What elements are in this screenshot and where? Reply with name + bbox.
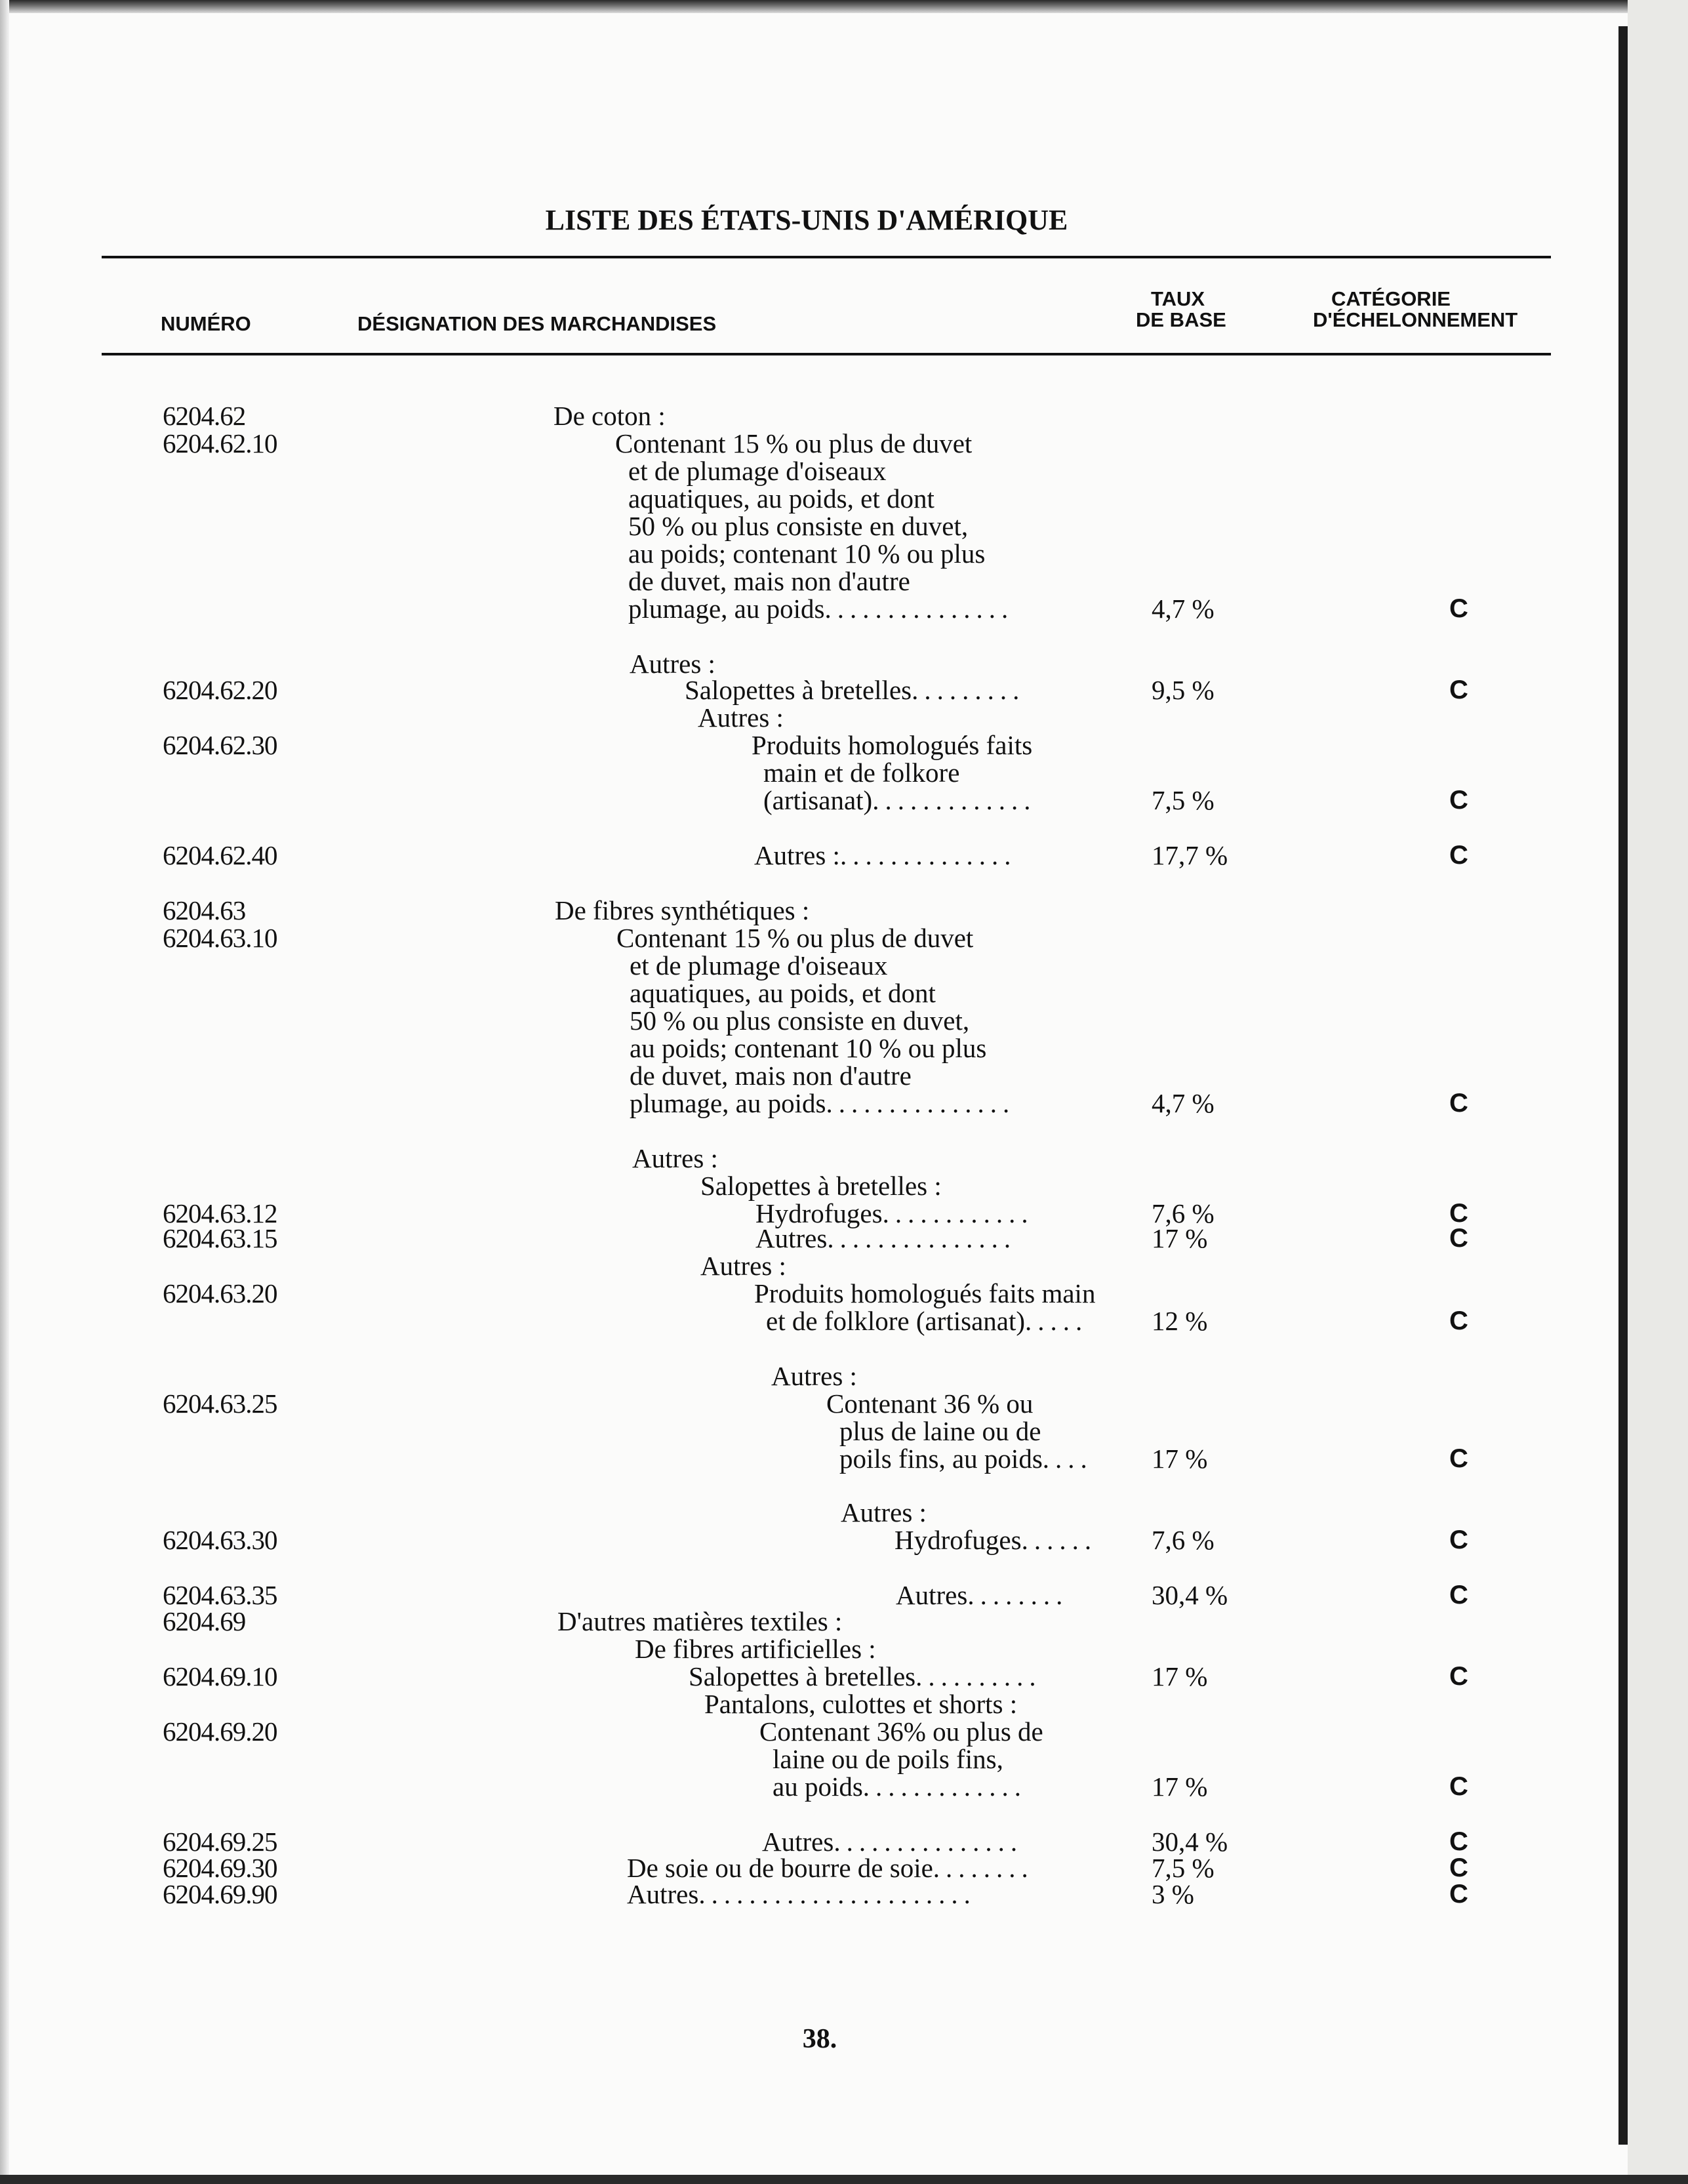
designation-text [826,1389,1033,1418]
designation-label: Salopettes à bretelles [689,1661,916,1691]
table-row [0,896,1613,925]
base-rate: 17 % [1152,1223,1208,1253]
scan-top-edge [0,0,1688,13]
designation-text [763,786,1036,815]
table-row [0,676,1613,704]
designation-text [762,1827,1023,1856]
column-header-taux-line1: TAUX [1151,287,1205,310]
table-row [0,649,1613,678]
table-row [0,1444,1613,1473]
designation-text [628,484,934,513]
staging-category: C [1449,1526,1468,1554]
designation-label: Autres : [754,840,840,870]
designation-label: plumage, au poids [630,1088,826,1118]
designation-label: Autres [896,1580,968,1610]
designation-label: De fibres artificielles : [635,1634,876,1664]
designation-label: Salopettes à bretelles [685,675,912,705]
scan-binding-bar [1618,26,1628,2145]
table-row [0,979,1613,1007]
table-row [0,841,1613,870]
table-row [0,1034,1613,1062]
designation-label: De fibres synthétiques : [555,895,810,925]
leader-dots: ............... [827,1223,1017,1253]
table-row [0,1171,1613,1200]
designation-label: Contenant 15 % ou plus de duvet [616,923,974,953]
table-row [0,1772,1613,1801]
table-row [0,1061,1613,1090]
table-row [0,512,1613,540]
designation-label: Autres [627,1879,699,1909]
table-row [0,1144,1613,1173]
designation-label: au poids; contenant 10 % ou plus [628,538,986,569]
designation-label: plumage, au poids [628,594,825,624]
designation-text [700,1251,786,1280]
designation-text [628,567,910,596]
designation-text [841,1498,927,1527]
table-row [0,1581,1613,1609]
staging-category: C [1449,1827,1468,1856]
staging-category: C [1449,594,1468,623]
table-row [0,1417,1613,1446]
designation-label: Autres [755,1223,828,1253]
designation-label: laine ou de poils fins, [773,1744,1003,1774]
table-row [0,429,1613,458]
column-header-designation: DÉSIGNATION DES MARCHANDISES [357,312,717,335]
designation-text [630,1006,969,1035]
leader-dots: ............... [826,1088,1016,1118]
designation-text [773,1745,1003,1773]
designation-label: Autres : [841,1497,927,1527]
scan-bottom-edge [0,2175,1688,2184]
table-row [0,1689,1613,1718]
table-row [0,1224,1613,1253]
staging-category: C [1449,841,1468,870]
designation-text [896,1581,1068,1609]
designation-label: aquatiques, au poids, et dont [630,978,936,1008]
tariff-number: 6204.63.20 [163,1278,277,1308]
designation-text [700,1171,942,1200]
designation-text [704,1689,1017,1718]
designation-text [628,594,1014,623]
designation-label: main et de folkore [763,758,960,788]
designation-label: Contenant 15 % ou plus de duvet [615,428,973,458]
designation-label: De coton : [553,401,666,431]
table-row [0,1607,1613,1636]
base-rate: 4,7 % [1152,1088,1215,1118]
table-row [0,1827,1613,1856]
staging-category: C [1449,1662,1468,1691]
designation-label: Autres : [698,702,784,733]
designation-label: Autres : [700,1251,786,1281]
leader-dots: ..... [1025,1306,1089,1336]
table-row [0,484,1613,513]
designation-label: Autres [762,1827,834,1857]
designation-text [773,1772,1027,1801]
designation-label: de duvet, mais non d'autre [630,1061,912,1091]
tariff-number: 6204.62.40 [163,840,277,870]
header-bottom-rule [102,353,1551,355]
designation-text [839,1444,1093,1473]
designation-label: Autres : [632,1143,718,1173]
staging-category: C [1449,1581,1468,1609]
designation-text [752,731,1032,759]
table-row [0,401,1613,430]
base-rate: 17,7 % [1152,840,1228,870]
leader-dots: ........ [967,1580,1069,1610]
tariff-number: 6204.69.30 [163,1853,277,1883]
table-row [0,1662,1613,1691]
leader-dots: ............... [834,1827,1024,1857]
base-rate: 9,5 % [1152,675,1215,705]
leader-dots: ............. [862,1771,1028,1802]
designation-text [839,1417,1041,1446]
tariff-number: 6204.69.20 [163,1716,277,1747]
designation-text [616,923,973,952]
table-row [0,1251,1613,1280]
tariff-number: 6204.63.15 [163,1223,277,1253]
designation-label: (artisanat) [763,785,873,815]
tariff-number: 6204.62.20 [163,675,277,705]
designation-label: au poids [773,1771,863,1802]
designation-text [553,401,666,430]
designation-text [630,1034,986,1062]
tariff-number: 6204.63 [163,895,246,925]
designation-text [630,1089,1015,1118]
table-row [0,594,1613,623]
designation-text [698,703,784,732]
tariff-number: 6204.63.25 [163,1388,277,1419]
designation-label: 50 % ou plus consiste en duvet, [630,1005,970,1036]
table-row [0,1498,1613,1527]
leader-dots: .......... [915,1661,1042,1691]
table-row [0,1389,1613,1418]
table-row [0,703,1613,732]
staging-category: C [1449,1880,1468,1909]
designation-label: Produits homologués faits main [754,1278,1096,1308]
designation-label: De soie ou de bourre de soie [627,1853,933,1883]
column-header-categorie-line2: D'ÉCHELONNEMENT [1313,308,1518,331]
designation-text [689,1662,1042,1691]
designation-label: 50 % ou plus consiste en duvet, [628,511,969,541]
designation-label: Hydrofuges [894,1525,1022,1555]
table-row [0,1526,1613,1554]
table-row [0,1089,1613,1118]
designation-label: Hydrofuges [755,1198,883,1228]
staging-category: C [1449,1444,1468,1473]
table-row [0,1279,1613,1308]
designation-text [635,1634,876,1663]
table-row [0,456,1613,485]
table-row [0,758,1613,787]
designation-text [555,896,809,925]
designation-label: Pantalons, culottes et shorts : [704,1689,1018,1719]
designation-label: Autres : [630,649,715,679]
table-row [0,731,1613,759]
page-number: 38. [802,2024,837,2054]
tariff-number: 6204.69.90 [163,1879,277,1909]
column-header-categorie-line1: CATÉGORIE [1331,287,1451,310]
table-row [0,1634,1613,1663]
designation-label: et de plumage d'oiseaux [628,456,887,486]
designation-text [630,1061,912,1090]
column-header-taux-line2: DE BASE [1136,308,1226,331]
designation-label: Contenant 36 % ou [826,1388,1034,1419]
tariff-number: 6204.62 [163,401,246,431]
base-rate: 30,4 % [1152,1827,1228,1857]
table-row [0,1880,1613,1909]
designation-text [628,512,968,540]
designation-text [755,1224,1016,1253]
designation-text [628,539,985,568]
tariff-number: 6204.63.10 [163,923,277,953]
staging-category: C [1449,1772,1468,1801]
designation-label: plus de laine ou de [839,1416,1041,1446]
staging-category: C [1449,1089,1468,1118]
designation-text [763,758,959,787]
base-rate: 17 % [1152,1444,1208,1474]
tariff-number: 6204.62.10 [163,428,277,458]
tariff-number: 6204.63.12 [163,1198,277,1228]
designation-text [630,979,936,1007]
staging-category: C [1449,786,1468,815]
base-rate: 12 % [1152,1306,1208,1336]
leader-dots: ...... [1021,1525,1098,1555]
designation-text [628,456,886,485]
designation-text [630,649,715,678]
designation-label: Contenant 36% ou plus de [759,1716,1043,1747]
page-title: LISTE DES ÉTATS-UNIS D'AMÉRIQUE [545,204,1068,236]
base-rate: 17 % [1152,1771,1208,1802]
base-rate: 7,6 % [1152,1198,1215,1228]
leader-dots: ........ [933,1853,1034,1883]
scan-right-margin [1628,0,1688,2184]
staging-category: C [1449,1224,1468,1253]
table-row [0,1745,1613,1773]
designation-text [627,1880,976,1909]
designation-label: et de folklore (artisanat) [766,1306,1026,1336]
designation-label: Produits homologués faits [752,730,1033,760]
table-row [0,1306,1613,1335]
designation-text [754,841,1016,870]
base-rate: 7,5 % [1152,785,1215,815]
designation-label: poils fins, au poids [839,1444,1043,1474]
table-row [0,567,1613,596]
leader-dots: .... [1042,1444,1093,1474]
leader-dots: ............... [824,594,1015,624]
tariff-number: 6204.63.35 [163,1580,277,1610]
designation-text [754,1279,1095,1308]
tariff-number: 6204.62.30 [163,730,277,760]
table-row [0,1853,1613,1882]
staging-category: C [1449,1306,1468,1335]
designation-text [627,1853,1034,1882]
tariff-number: 6204.69.10 [163,1661,277,1691]
table-row [0,1362,1613,1390]
designation-text [557,1607,842,1636]
designation-text [685,676,1025,704]
table-row [0,1006,1613,1035]
leader-dots: ...................... [698,1879,976,1909]
designation-label: et de plumage d'oiseaux [630,950,888,981]
base-rate: 3 % [1152,1879,1194,1909]
leader-dots: ............. [872,785,1037,815]
leader-dots: ......... [912,675,1026,705]
designation-label: au poids; contenant 10 % ou plus [630,1033,987,1063]
staging-category: C [1449,676,1468,704]
designation-text [771,1362,857,1390]
staging-category: C [1449,1853,1468,1882]
designation-text [615,429,972,458]
designation-text [632,1144,718,1173]
table-row [0,786,1613,815]
base-rate: 4,7 % [1152,594,1215,624]
header-top-rule [102,256,1551,258]
staging-category: C [1449,1199,1468,1228]
designation-label: D'autres matières textiles : [557,1606,843,1636]
table-row [0,951,1613,980]
designation-label: Autres : [771,1361,857,1391]
table-row [0,923,1613,952]
leader-dots: .............. [839,840,1017,870]
designation-label: Salopettes à bretelles : [700,1171,942,1201]
table-row [0,539,1613,568]
designation-label: de duvet, mais non d'autre [628,566,910,596]
leader-dots: ............ [882,1198,1034,1228]
designation-text [630,951,887,980]
table-row [0,1717,1613,1746]
tariff-number: 6204.69 [163,1606,246,1636]
tariff-number: 6204.63.30 [163,1525,277,1555]
designation-text [759,1717,1043,1746]
base-rate: 30,4 % [1152,1580,1228,1610]
base-rate: 17 % [1152,1661,1208,1691]
tariff-number: 6204.69.25 [163,1827,277,1857]
designation-text [766,1306,1088,1335]
designation-label: aquatiques, au poids, et dont [628,483,934,514]
column-header-numero: NUMÉRO [161,312,251,335]
designation-text [894,1526,1097,1554]
base-rate: 7,6 % [1152,1525,1215,1555]
base-rate: 7,5 % [1152,1853,1215,1883]
